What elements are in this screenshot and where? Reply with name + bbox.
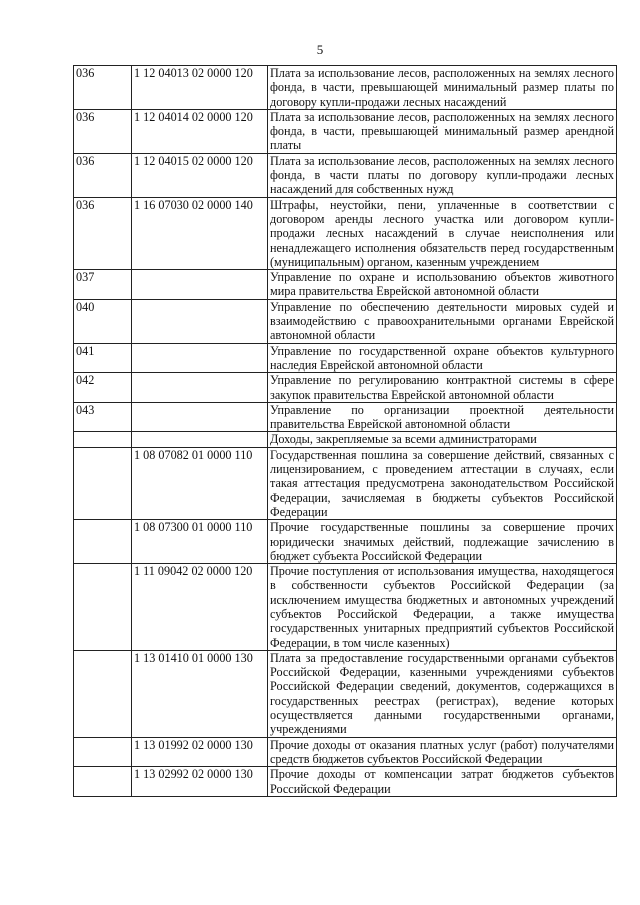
description-cell: Управление по обеспечению деятельности мировых судей и взаимодействию с правоохранительными органами Еврейской автономной области — [268, 299, 617, 343]
table-row — [74, 343, 617, 373]
table-row — [74, 270, 617, 300]
description-cell: Прочие государственные пошлины за совершение прочих юридически значимых действий, подлежащие зачислению в бюджет субъекта Российской Федерации — [268, 520, 617, 564]
description-cell: Плата за использование лесов, расположенных на землях лесного фонда, в части платы по договору купли-продажи лесных насаждений для собственных нужд — [268, 153, 617, 197]
budget-code-cell — [132, 373, 268, 403]
table-row — [74, 447, 617, 519]
description-cell: Управление по регулированию контрактной системы в сфере закупок правительства Еврейской автономной области — [268, 373, 617, 403]
admin-code-cell — [74, 447, 132, 519]
admin-code-cell: 042 — [74, 373, 132, 403]
admin-code-cell: 036 — [74, 66, 132, 110]
budget-code-cell: 1 13 01992 02 0000 130 — [132, 737, 268, 767]
table-row — [74, 299, 617, 343]
budget-code-cell: 1 12 04013 02 0000 120 — [132, 66, 268, 110]
table-row — [74, 564, 617, 651]
budget-code-cell: 1 11 09042 02 0000 120 — [132, 564, 268, 651]
table-row — [74, 520, 617, 564]
budget-code-cell: 1 16 07030 02 0000 140 — [132, 197, 268, 269]
table-row — [74, 153, 617, 197]
budget-code-cell — [132, 432, 268, 447]
table-row — [74, 432, 617, 447]
description-cell: Прочие доходы от компенсации затрат бюджетов субъектов Российской Федерации — [268, 767, 617, 797]
table-row — [74, 650, 617, 737]
table-row — [74, 109, 617, 153]
budget-code-cell: 1 13 01410 01 0000 130 — [132, 650, 268, 737]
description-cell: Плата за предоставление государственными органами субъектов Российской Федерации, казенными учреждениями субъектов Российской Федерации сведений, документов, содержащихся в государственных реестрах (регистрах), ведение которых осуществляется данными государственными органами, учреждениями — [268, 650, 617, 737]
description-cell: Штрафы, неустойки, пени, уплаченные в соответствии с договором аренды лесного участка или договором купли-продажи лесных насаждений в случае неисполнения или ненадлежащего исполнения обязательств перед государственным (муниципальным) органом, казенным учреждением — [268, 197, 617, 269]
budget-code-cell — [132, 402, 268, 432]
budget-code-cell: 1 13 02992 02 0000 130 — [132, 767, 268, 797]
description-cell: Прочие поступления от использования имущества, находящегося в собственности субъектов Российской Федерации (за исключением имущества бюджетных и автономных учреждений субъектов Российской Федерации, а также имущества государственных унитарных предприятий субъектов Российской Федерации, в том числе казенных) — [268, 564, 617, 651]
budget-code-cell — [132, 343, 268, 373]
description-cell: Доходы, закрепляемые за всеми администраторами — [268, 432, 617, 447]
admin-code-cell — [74, 767, 132, 797]
admin-code-cell: 036 — [74, 109, 132, 153]
table-row — [74, 737, 617, 767]
description-cell: Государственная пошлина за совершение действий, связанных с лицензированием, с проведением аттестации в случаях, если такая аттестация предусмотрена законодательством Российской Федерации, зачисляемая в бюджеты субъектов Российской Федерации — [268, 447, 617, 519]
budget-revenue-table — [73, 65, 617, 797]
admin-code-cell: 036 — [74, 197, 132, 269]
table-row — [74, 402, 617, 432]
table-row — [74, 66, 617, 110]
budget-code-cell: 1 12 04015 02 0000 120 — [132, 153, 268, 197]
admin-code-cell: 037 — [74, 270, 132, 300]
admin-code-cell — [74, 432, 132, 447]
budget-code-cell — [132, 270, 268, 300]
table-row — [74, 373, 617, 403]
admin-code-cell — [74, 650, 132, 737]
table-row — [74, 197, 617, 269]
budget-code-cell — [132, 299, 268, 343]
description-cell: Управление по государственной охране объектов культурного наследия Еврейской автономной области — [268, 343, 617, 373]
admin-code-cell — [74, 564, 132, 651]
table-row — [74, 767, 617, 797]
admin-code-cell — [74, 520, 132, 564]
description-cell: Управление по организации проектной деятельности правительства Еврейской автономной области — [268, 402, 617, 432]
description-cell: Управление по охране и использованию объектов животного мира правительства Еврейской автономной области — [268, 270, 617, 300]
description-cell: Плата за использование лесов, расположенных на землях лесного фонда, в части, превышающей минимальный размер арендной платы — [268, 109, 617, 153]
admin-code-cell: 041 — [74, 343, 132, 373]
admin-code-cell: 043 — [74, 402, 132, 432]
description-cell: Плата за использование лесов, расположенных на землях лесного фонда, в части, превышающей минимальный размер платы по договору купли-продажи лесных насаждений — [268, 66, 617, 110]
admin-code-cell: 036 — [74, 153, 132, 197]
budget-code-cell: 1 12 04014 02 0000 120 — [132, 109, 268, 153]
budget-code-cell: 1 08 07300 01 0000 110 — [132, 520, 268, 564]
admin-code-cell — [74, 737, 132, 767]
page-number: 5 — [316, 42, 324, 57]
admin-code-cell: 040 — [74, 299, 132, 343]
description-cell: Прочие доходы от оказания платных услуг (работ) получателями средств бюджетов субъектов Российской Федерации — [268, 737, 617, 767]
budget-code-cell: 1 08 07082 01 0000 110 — [132, 447, 268, 519]
